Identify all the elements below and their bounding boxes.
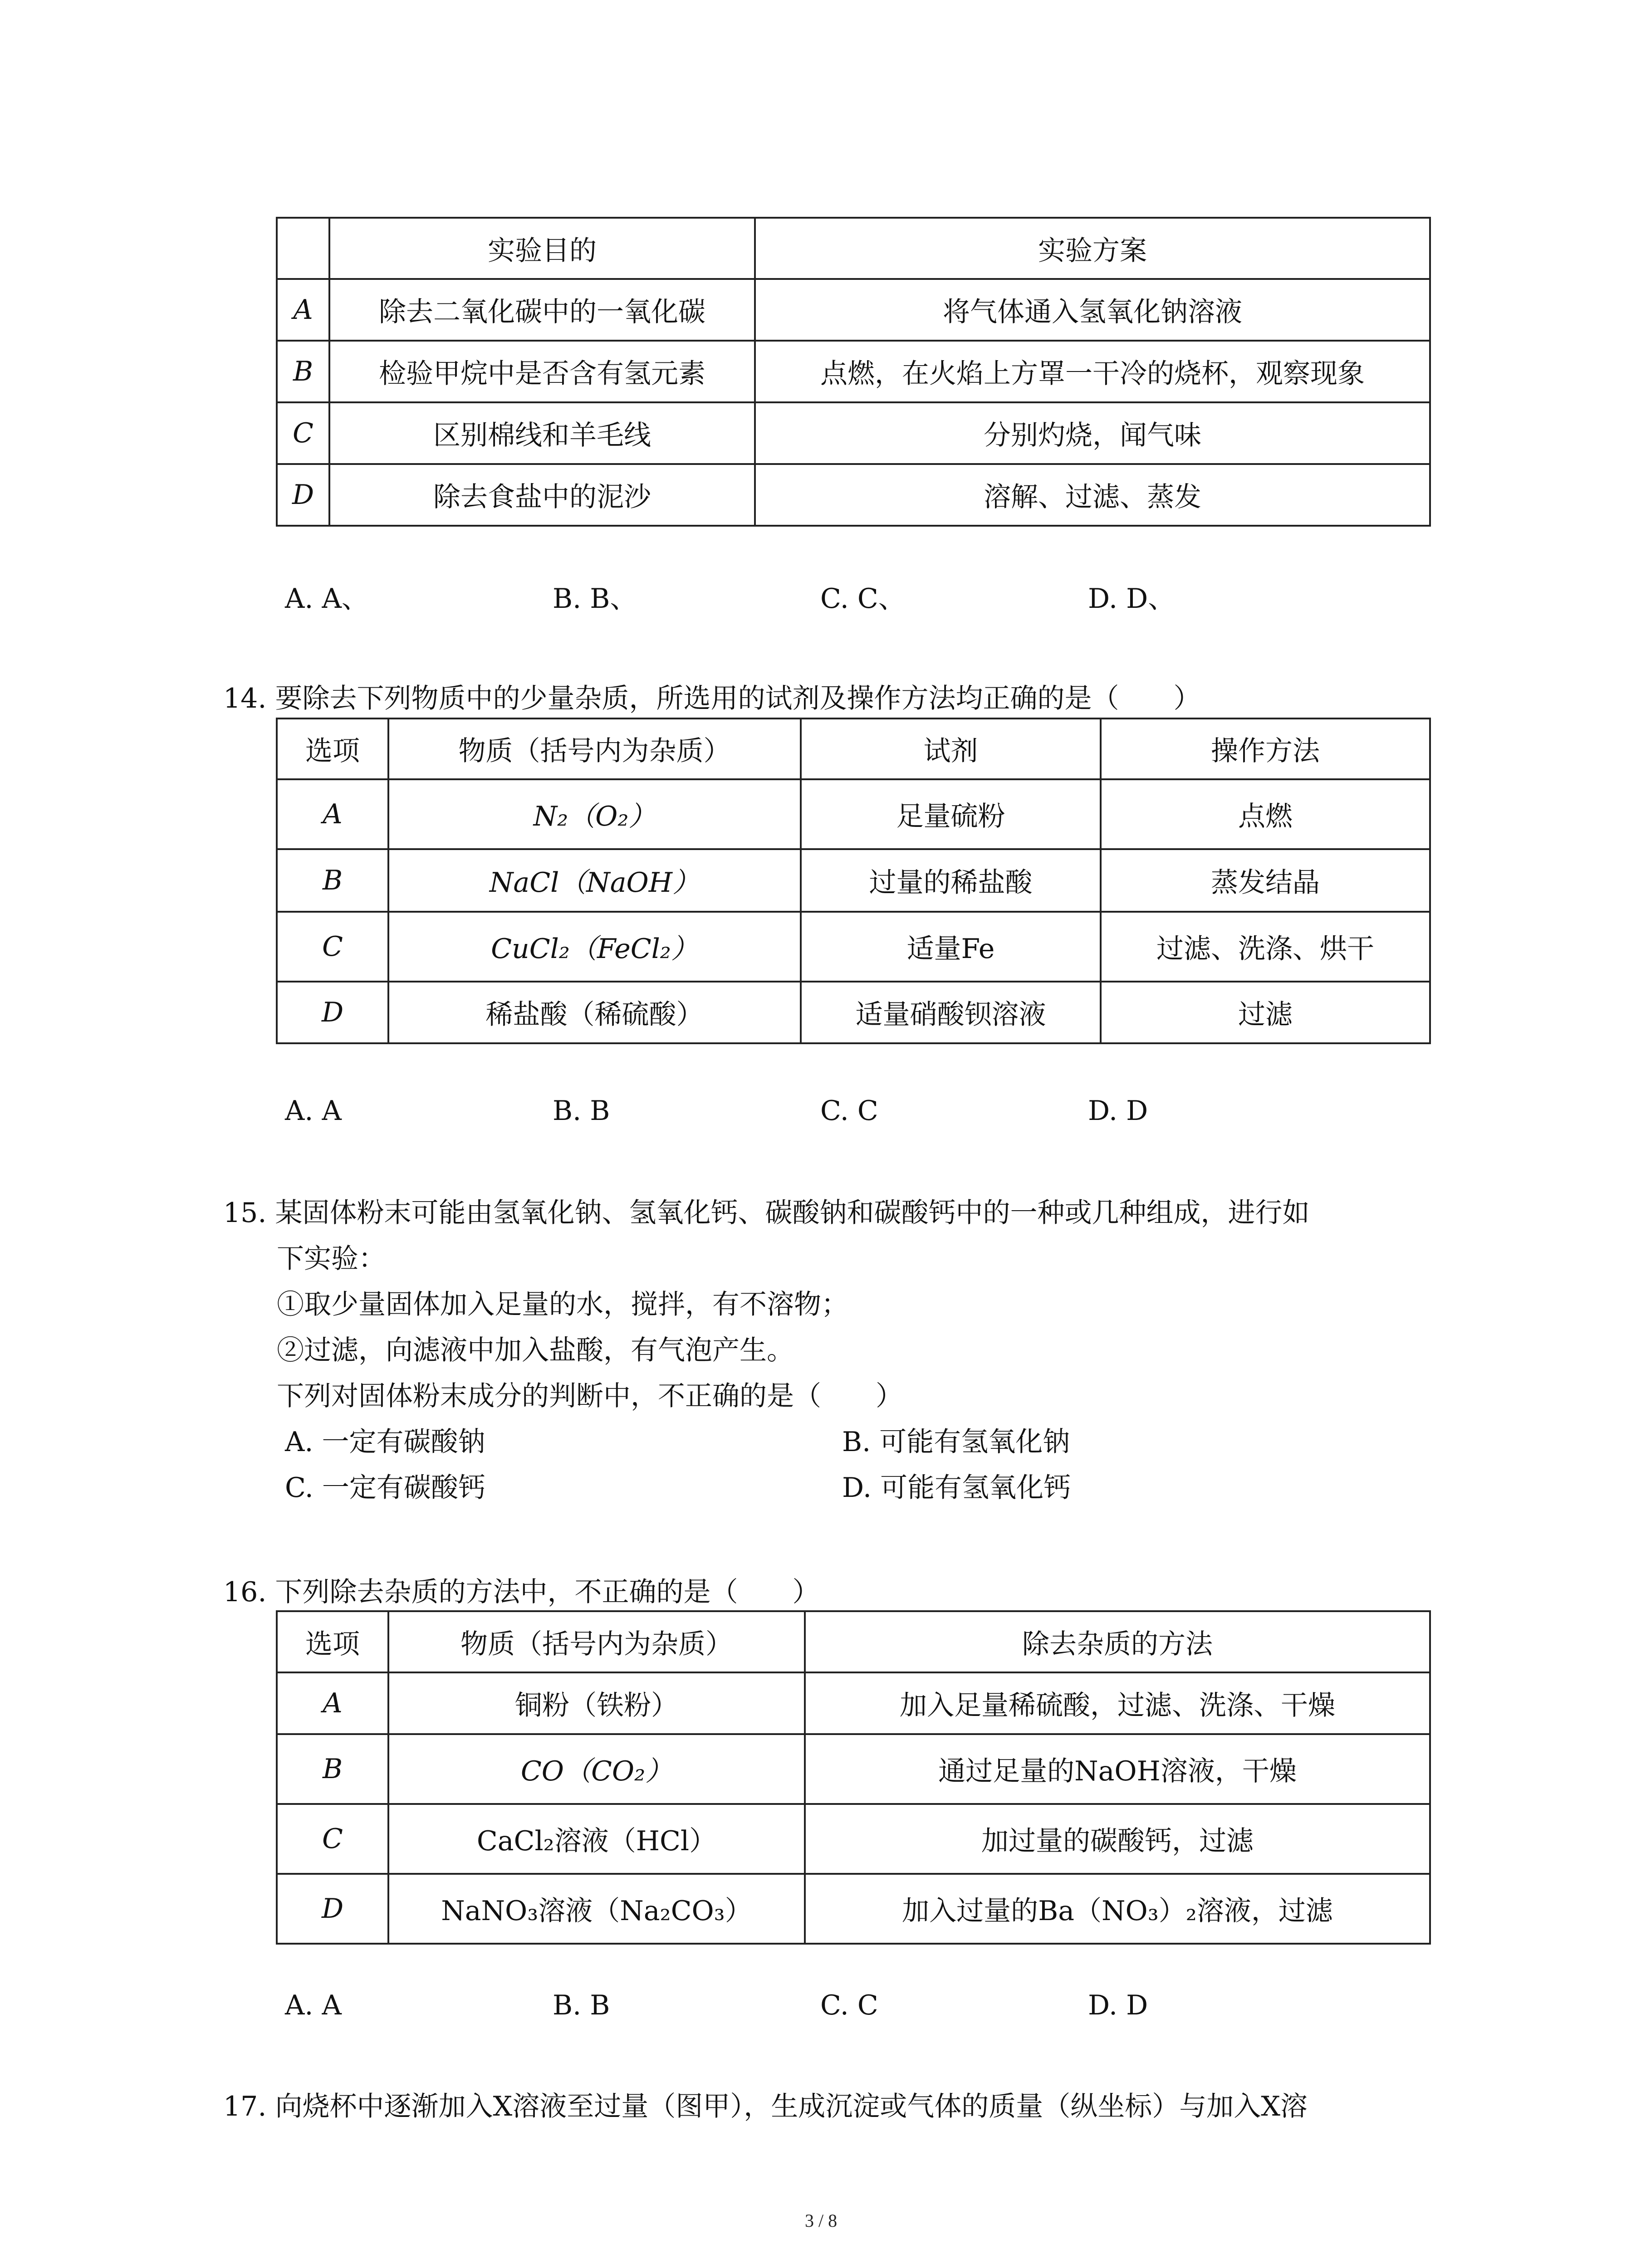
q15-step1: ①取少量固体加入足量的水，搅拌，有不溶物；: [277, 1289, 848, 1320]
header-cell: 实验方案: [755, 218, 1430, 279]
option-c[interactable]: C. 一定有碳酸钙: [285, 1472, 485, 1504]
row-label: A: [277, 279, 329, 341]
row-label: B: [277, 1734, 388, 1804]
purpose-cell: 检验甲烷中是否含有氢元素: [329, 341, 755, 402]
method-cell: 蒸发结晶: [1101, 849, 1430, 912]
plan-cell: 点燃，在火焰上方罩一干冷的烧杯，观察现象: [755, 341, 1430, 402]
q15-question: 下列对固体粉末成分的判断中，不正确的是（ ）: [277, 1380, 903, 1412]
substance-cell: 稀盐酸（稀硫酸）: [388, 982, 801, 1043]
plan-cell: 溶解、过滤、蒸发: [755, 464, 1430, 526]
row-label: D: [277, 464, 329, 526]
substance-cell: CaCl₂溶液（HCl）: [388, 1804, 805, 1874]
row-label: A: [277, 1672, 388, 1734]
q15-line1: 15. 某固体粉末可能由氢氧化钠、氢氧化钙、碳酸钠和碳酸钙中的一种或几种组成，进行如: [223, 1197, 1310, 1229]
method-cell: 加入足量稀硫酸，过滤、洗涤、干燥: [805, 1672, 1430, 1734]
row-label: D: [277, 982, 388, 1043]
options-q13: [285, 577, 1356, 616]
option-d[interactable]: D. D、: [1088, 583, 1176, 615]
table-row: [277, 279, 1430, 341]
header-cell: 操作方法: [1101, 719, 1430, 779]
option-b[interactable]: B. B: [553, 1095, 610, 1127]
row-label: B: [277, 849, 388, 912]
q15-line2: 下实验：: [277, 1243, 386, 1275]
option-d[interactable]: D. D: [1088, 1989, 1148, 2021]
row-label: B: [277, 341, 329, 402]
header-cell: 物质（括号内为杂质）: [388, 719, 801, 779]
reagent-cell: 适量硝酸钡溶液: [801, 982, 1101, 1043]
reagent-cell: 过量的稀盐酸: [801, 849, 1101, 912]
option-d[interactable]: D. 可能有氢氧化钙: [842, 1472, 1071, 1504]
table-row: [277, 402, 1430, 464]
header-cell: 试剂: [801, 719, 1101, 779]
table-row: [277, 464, 1430, 526]
method-cell: 通过足量的NaOH溶液，干燥: [805, 1734, 1430, 1804]
table-row: [277, 912, 1430, 982]
substance-cell: CuCl₂（FeCl₂）: [388, 912, 801, 982]
option-a[interactable]: A. A、: [285, 583, 369, 615]
header-cell: 除去杂质的方法: [805, 1611, 1430, 1672]
page-number: 3 / 8: [805, 2210, 838, 2231]
option-b[interactable]: B. B、: [553, 583, 637, 615]
header-cell: 实验目的: [329, 218, 755, 279]
option-b[interactable]: B. 可能有氢氧化钠: [842, 1426, 1070, 1458]
purpose-cell: 除去食盐中的泥沙: [329, 464, 755, 526]
purpose-cell: 区别棉线和羊毛线: [329, 402, 755, 464]
q14-stem: 14. 要除去下列物质中的少量杂质，所选用的试剂及操作方法均正确的是（ ）: [223, 683, 1201, 714]
option-d[interactable]: D. D: [1088, 1095, 1148, 1127]
table-q14: [276, 718, 1431, 1044]
plan-cell: 分别灼烧，闻气味: [755, 402, 1430, 464]
method-cell: 过滤、洗涤、烘干: [1101, 912, 1430, 982]
table-q16: [276, 1610, 1431, 1945]
table-row: [277, 341, 1430, 402]
table-q13: [276, 217, 1431, 527]
q15-block: [223, 1190, 1310, 1511]
substance-cell: N₂（O₂）: [388, 779, 801, 849]
reagent-cell: 足量硫粉: [801, 779, 1101, 849]
header-cell: 物质（括号内为杂质）: [388, 1611, 805, 1672]
row-label: A: [277, 779, 388, 849]
q17-stem: 17. 向烧杯中逐渐加入X溶液至过量（图甲），生成沉淀或气体的质量（纵坐标）与加入X溶: [223, 2091, 1308, 2122]
row-label: C: [277, 912, 388, 982]
method-cell: 加过量的碳酸钙，过滤: [805, 1804, 1430, 1874]
plan-cell: 将气体通入氢氧化钠溶液: [755, 279, 1430, 341]
option-b[interactable]: B. B: [553, 1989, 610, 2021]
option-c[interactable]: C. C、: [820, 583, 906, 615]
table-row: [277, 982, 1430, 1043]
header-cell: 选项: [277, 1611, 388, 1672]
option-a[interactable]: A. A: [285, 1989, 342, 2021]
substance-cell: NaNO₃溶液（Na₂CO₃）: [388, 1874, 805, 1944]
row-label: C: [277, 402, 329, 464]
table-row: [277, 779, 1430, 849]
header-cell: 选项: [277, 719, 388, 779]
table-row: [277, 1734, 1430, 1804]
substance-cell: NaCl（NaOH）: [388, 849, 801, 912]
table-row: [277, 1874, 1430, 1944]
q15-options-row2: [223, 1465, 1310, 1511]
q15-step2: ②过滤，向滤液中加入盐酸，有气泡产生。: [277, 1334, 794, 1366]
row-label: C: [277, 1804, 388, 1874]
option-a[interactable]: A. 一定有碳酸钠: [285, 1426, 485, 1458]
option-c[interactable]: C. C: [820, 1095, 878, 1127]
header-cell: [277, 218, 329, 279]
row-label: D: [277, 1874, 388, 1944]
method-cell: 点燃: [1101, 779, 1430, 849]
reagent-cell: 适量Fe: [801, 912, 1101, 982]
q15-options-row1: [223, 1419, 1310, 1465]
q16-stem: 16. 下列除去杂质的方法中，不正确的是（ ）: [223, 1576, 820, 1608]
substance-cell: CO（CO₂）: [388, 1734, 805, 1804]
purpose-cell: 除去二氧化碳中的一氧化碳: [329, 279, 755, 341]
method-cell: 过滤: [1101, 982, 1430, 1043]
table-row: [277, 1804, 1430, 1874]
substance-cell: 铜粉（铁粉）: [388, 1672, 805, 1734]
method-cell: 加入过量的Ba（NO₃）₂溶液，过滤: [805, 1874, 1430, 1944]
table-row: [277, 849, 1430, 912]
options-q14: [285, 1095, 1356, 1127]
option-a[interactable]: A. A: [285, 1095, 342, 1127]
options-q16: [285, 1989, 1356, 2021]
table-row: [277, 1672, 1430, 1734]
option-c[interactable]: C. C: [820, 1989, 878, 2021]
